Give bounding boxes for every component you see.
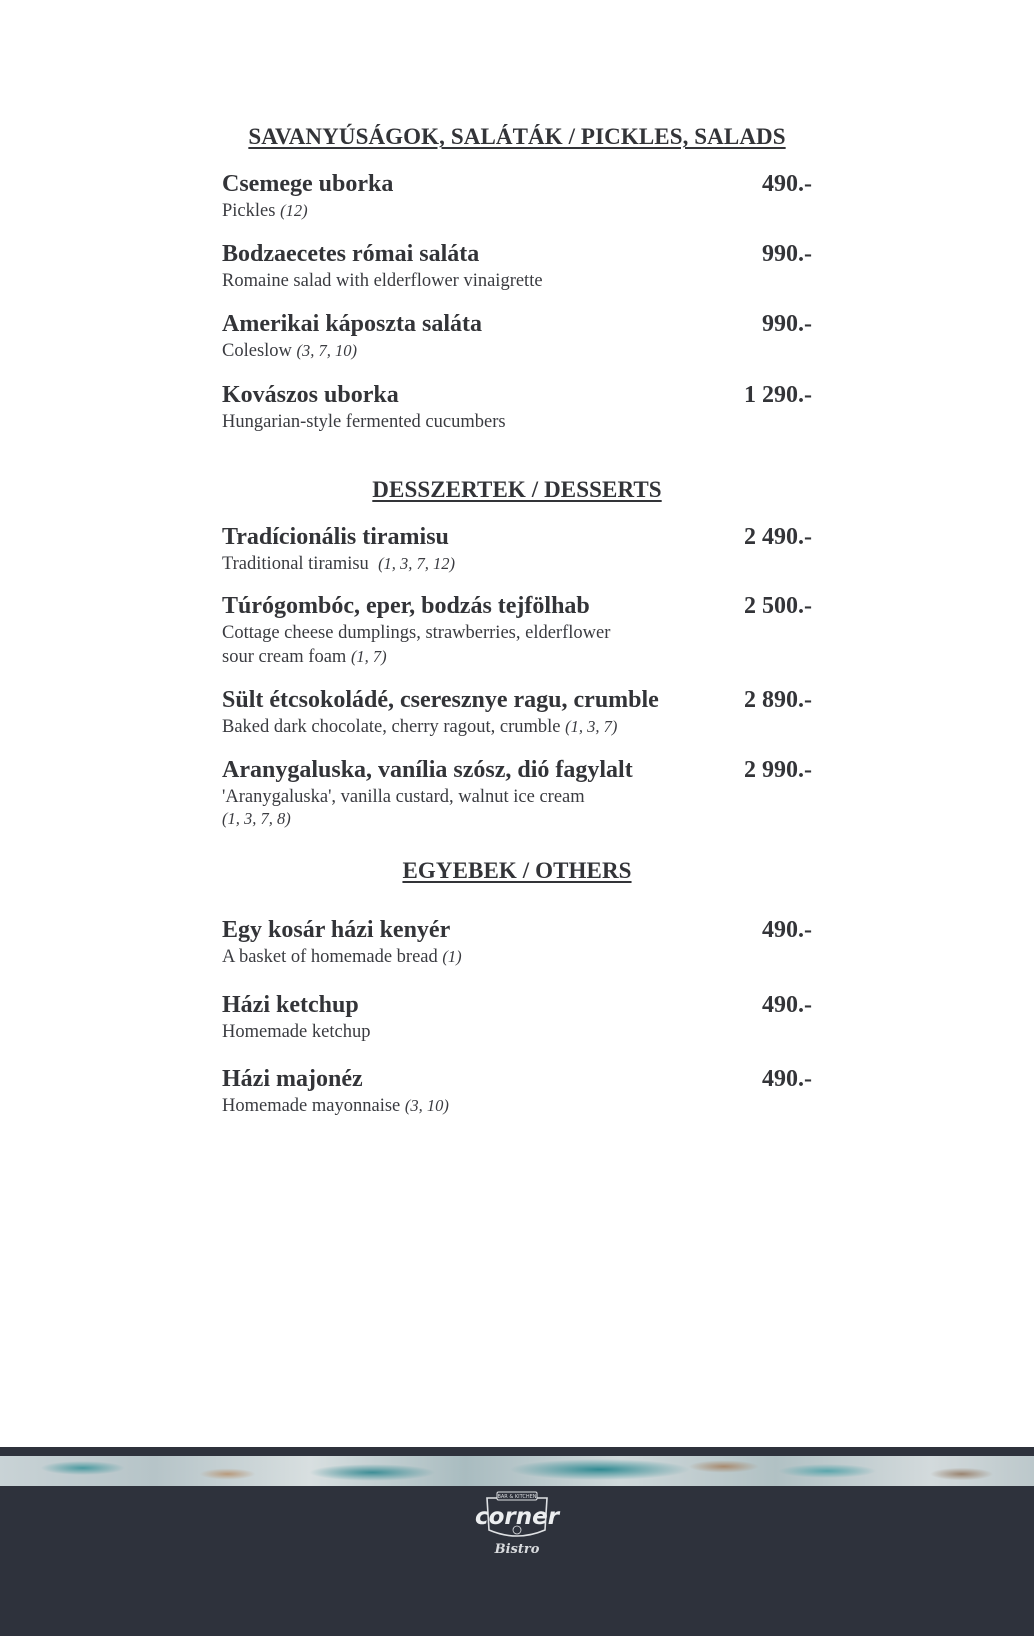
corner-bistro-logo: [467, 1490, 567, 1560]
allergen-codes: (3, 7, 10): [296, 341, 358, 360]
item-name: Házi majonéz: [222, 1066, 363, 1092]
item-description: A basket of homemade bread (1): [222, 947, 462, 967]
logo-wordmark: corner: [474, 1504, 560, 1530]
item-name: Tradícionális tiramisu: [222, 524, 449, 550]
item-name: Csemege uborka: [222, 171, 394, 197]
allergen-codes: (12): [280, 201, 308, 220]
item-description: 'Aranygaluska', vanilla custard, walnut ice cream (1, 3, 7, 8): [222, 787, 585, 828]
item-description: Cottage cheese dumplings, strawberries, elderflower sour cream foam (1, 7): [222, 623, 611, 667]
menu-item: [222, 310, 812, 363]
allergen-codes: (1, 3, 7): [565, 717, 618, 736]
logo-subtitle: Bistro: [494, 1542, 540, 1557]
item-description: Romaine salad with elderflower vinaigrette: [222, 271, 543, 291]
item-name: Egy kosár házi kenyér: [222, 917, 451, 943]
item-price: 2 490.-: [744, 524, 812, 550]
item-description: Pickles (12): [222, 201, 308, 221]
item-description: Traditional tiramisu (1, 3, 7, 12): [222, 554, 456, 574]
menu-item: [222, 381, 812, 434]
item-price: 990.-: [762, 241, 812, 267]
item-name: Aranygaluska, vanília szósz, dió fagylalt: [222, 757, 633, 783]
allergen-codes: (1): [442, 947, 462, 966]
item-description: Baked dark chocolate, cherry ragout, crumble (1, 3, 7): [222, 717, 618, 737]
item-price: 2 890.-: [744, 687, 812, 713]
menu-item: [222, 1065, 812, 1118]
item-price: 490.-: [762, 992, 812, 1018]
item-name: Túrógombóc, eper, bodzás tejfölhab: [222, 593, 590, 619]
allergen-codes: (1, 7): [350, 647, 387, 666]
allergen-codes: (1, 3, 7, 12): [378, 554, 456, 573]
item-price: 2 990.-: [744, 757, 812, 783]
section-title-others: EGYEBEK / OTHERS: [402, 858, 632, 883]
menu-item: [222, 756, 812, 829]
item-name: Sült étcsokoládé, cseresznye ragu, crumble: [222, 687, 659, 713]
menu-item: [222, 170, 812, 223]
item-price: 1 290.-: [744, 382, 812, 408]
item-price: 990.-: [762, 311, 812, 337]
menu-item: [222, 916, 812, 969]
item-price: 490.-: [762, 917, 812, 943]
logo-tagline: BAR & KITCHEN: [497, 1494, 537, 1500]
item-name: Amerikai káposzta saláta: [222, 311, 482, 337]
allergen-codes: (1, 3, 7, 8): [222, 809, 291, 828]
menu-item: [222, 592, 812, 669]
item-description: Homemade mayonnaise (3, 10): [222, 1096, 449, 1116]
item-description: Hungarian-style fermented cucumbers: [222, 412, 506, 432]
menu-item: [222, 240, 812, 293]
section-title-salads: SAVANYÚSÁGOK, SALÁTÁK / PICKLES, SALADS: [248, 124, 786, 149]
item-description: Homemade ketchup: [222, 1022, 371, 1042]
menu-item: [222, 686, 812, 739]
menu-item: [222, 991, 812, 1044]
item-price: 490.-: [762, 171, 812, 197]
marble-strip: [0, 1456, 1034, 1486]
allergen-codes: (3, 10): [404, 1096, 449, 1115]
item-name: Kovászos uborka: [222, 382, 399, 408]
item-description: Coleslow (3, 7, 10): [222, 341, 358, 361]
section-title-desserts: DESSZERTEK / DESSERTS: [372, 477, 662, 502]
item-price: 490.-: [762, 1066, 812, 1092]
menu-item: [222, 523, 812, 576]
item-name: Bodzaecetes római saláta: [222, 241, 480, 267]
item-name: Házi ketchup: [222, 992, 359, 1018]
item-price: 2 500.-: [744, 593, 812, 619]
